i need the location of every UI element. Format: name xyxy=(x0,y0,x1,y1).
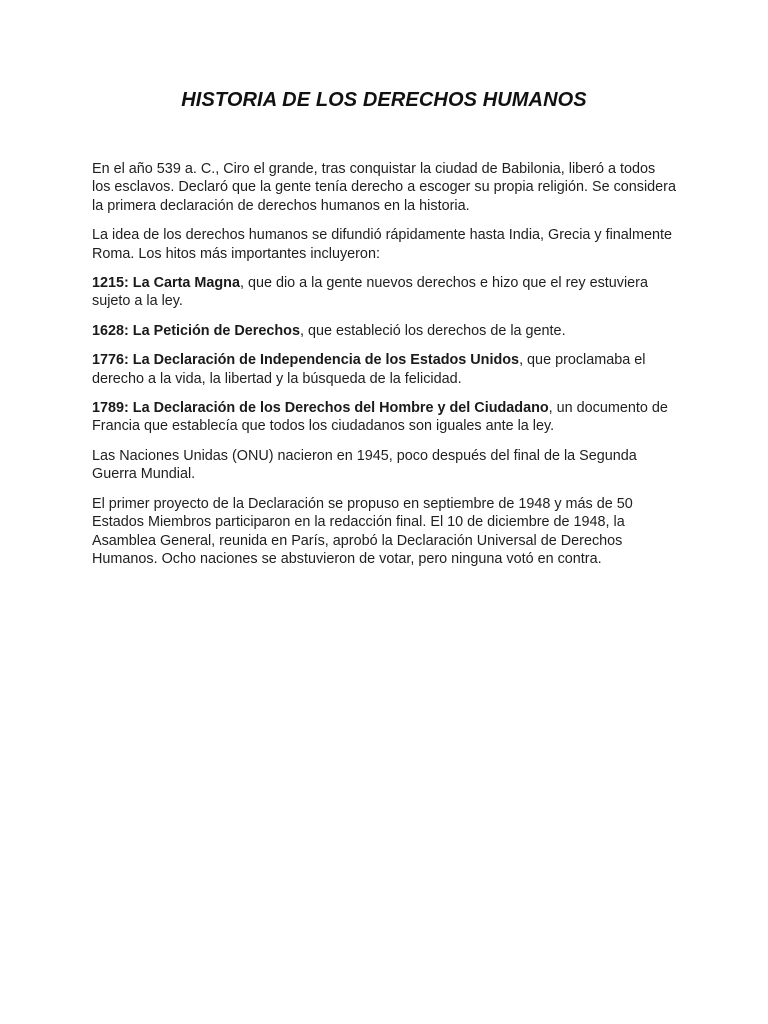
milestone-text: , que proclamaba el derecho a la vida, la libertad y la búsqueda de la felicidad. xyxy=(92,352,646,387)
document-title: HISTORIA DE LOS DERECHOS HUMANOS xyxy=(181,89,587,111)
milestone-text: , que dio a la gente nuevos derechos e hizo que el rey estuviera sujeto a la ley. xyxy=(92,275,648,310)
milestone-heading: 1789: La Declaración de los Derechos del Hombre y del Ciudadano xyxy=(92,400,549,417)
milestone-us-independence xyxy=(92,351,676,388)
milestone-petition-of-right xyxy=(92,322,676,340)
paragraph-cyrus: En el año 539 a. C., Ciro el grande, tras conquistar la ciudad de Babilonia, liberó a todos los esclavos. Declaró que la gente tenía derecho a escoger su propia religión. Se considera la primera declaración de derechos humanos en la historia. xyxy=(92,161,676,214)
paragraph-un: Las Naciones Unidas (ONU) nacieron en 1945, poco después del final de la Segunda Guerra Mundial. xyxy=(92,447,637,483)
milestone-text: , un documento de Francia que establecía que todos los ciudadanos son iguales ante la ley. xyxy=(92,400,668,435)
milestone-magna-carta xyxy=(92,274,676,311)
milestone-heading: 1215: La Carta Magna xyxy=(92,275,240,292)
milestone-heading: 1776: La Declaración de Independencia de los Estados Unidos xyxy=(92,352,520,369)
milestone-rights-of-man xyxy=(92,399,676,436)
milestone-text: , que estableció los derechos de la gente. xyxy=(299,322,566,339)
paragraph-declaration: El primer proyecto de la Declaración se propuso en septiembre de 1948 y más de 50 Estados Miembros participaron en la redacción final. El 10 de diciembre de 1948, la Asamblea General, reunida en París, aprobó la Declaración Universal de Derechos Humanos. Ocho naciones se abstuvieron de votar, pero ninguna votó en contra. xyxy=(92,495,633,567)
milestone-heading: 1628: La Petición de Derechos xyxy=(92,322,300,339)
paragraph-spread: La idea de los derechos humanos se difundió rápidamente hasta India, Grecia y finalmente Roma. Los hitos más importantes incluyeron: xyxy=(92,227,672,262)
